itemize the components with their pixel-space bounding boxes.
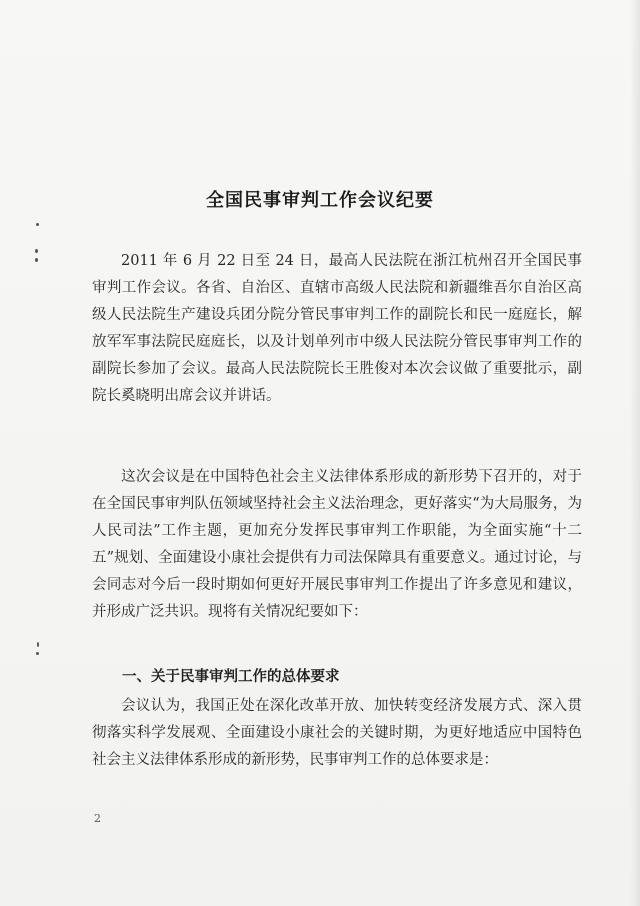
scan-speck <box>35 249 38 253</box>
scan-speck <box>35 258 38 262</box>
paragraph-meeting-overview: 2011 年 6 月 22 日至 24 日，最高人民法院在浙江杭州召开全国民事审判工作会议。各省、自治区、直辖市高级人民法院和新疆维吾尔自治区高级人民法院生产建设兵团分院分管民事审判工作的副院长和民一庭庭长，解放军军事法院民庭庭长，以及计划单列市中级人民法院分管民事审判工作的副院长参加了会议。最高人民法院院长王胜俊对本次会议做了重要批示，副院长奚晓明出席会议并讲话。 <box>92 253 582 404</box>
document-title: 全国民事审判工作会议纪要 <box>206 190 434 211</box>
section-heading-general-requirements: 一、关于民事审判工作的总体要求 <box>122 669 340 685</box>
page-number: 2 <box>94 812 101 825</box>
page-edge-shadow <box>630 0 640 906</box>
scan-speck <box>37 642 39 647</box>
paragraph-general-requirements: 会议认为，我国正处在深化改革开放、加快转变经济发展方式、深入贯彻落实科学发展观、全面建设小康社会的关键时期，为更好地适应中国特色社会主义法律体系形成的新形势，民事审判工作的总体要求是： <box>92 698 582 768</box>
scan-speck <box>36 223 39 226</box>
scan-speck <box>36 652 39 655</box>
paragraph-meeting-significance: 这次会议是在中国特色社会主义法律体系形成的新形势下召开的，对于在全国民事审判队伍领域坚持社会主义法治理念，更好落实“为大局服务，为人民司法”工作主题，更加充分发挥民事审判工作职能，为全面实施“十二五”规划、全面建设小康社会提供有力司法保障具有重要意义。通过讨论，与会同志对今后一段时期如何更好开展民事审判工作提出了许多意见和建议，并形成广泛共识。现将有关情况纪要如下： <box>92 469 582 620</box>
